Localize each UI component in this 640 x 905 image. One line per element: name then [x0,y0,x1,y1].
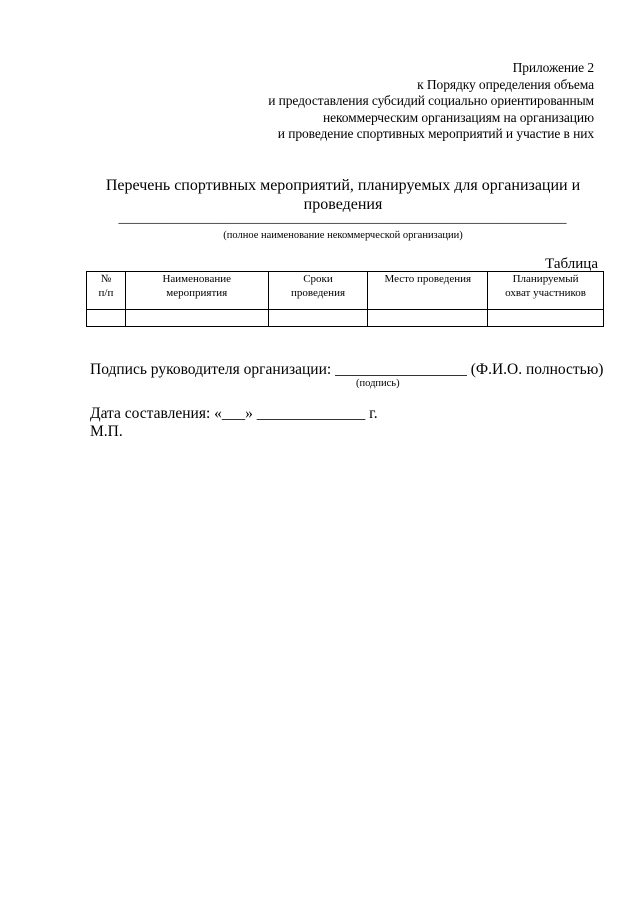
appendix-line: и предоставления субсидий социально ориентированным [268,93,594,108]
header-participants: Планируемый охват участников [488,272,604,310]
table-header-row [87,272,604,310]
header-event-name: Наименование мероприятия [125,272,268,310]
events-table [86,271,604,327]
header-venue: Место проведения [368,272,488,310]
appendix-line: к Порядку определения объема [417,76,594,92]
table-cell [268,310,368,327]
header-dates: Сроки проведения [268,272,368,310]
table-row [87,310,604,327]
table-cell [125,310,268,327]
header-number: № п/п [87,272,126,310]
title-line-1: Перечень спортивных мероприятий, планируемых для организации и [105,177,581,194]
organization-name-line: ________________________________________________________________ [118,212,567,226]
document-title [90,176,596,214]
date-line: Дата составления: «___» ______________ г. [90,405,378,422]
table-cell [488,310,604,327]
table-cell [368,310,488,327]
title-line-2: проведения [303,196,383,213]
appendix-line: некоммерческим организациям на организацию [323,109,594,125]
signature-line: Подпись руководителя организации: _________________ (Ф.И.О. полностью) [90,361,604,378]
table-cell [87,310,126,327]
stamp-place: М.П. [90,423,123,440]
appendix-line: Приложение 2 [512,60,594,75]
table-label: Таблица [545,256,598,272]
signature-caption: (подпись) [356,378,400,389]
organization-name-caption: (полное наименование некоммерческой организации) [223,230,463,241]
appendix-header [268,60,594,143]
appendix-line: и проведение спортивных мероприятий и участие в них [277,126,594,141]
